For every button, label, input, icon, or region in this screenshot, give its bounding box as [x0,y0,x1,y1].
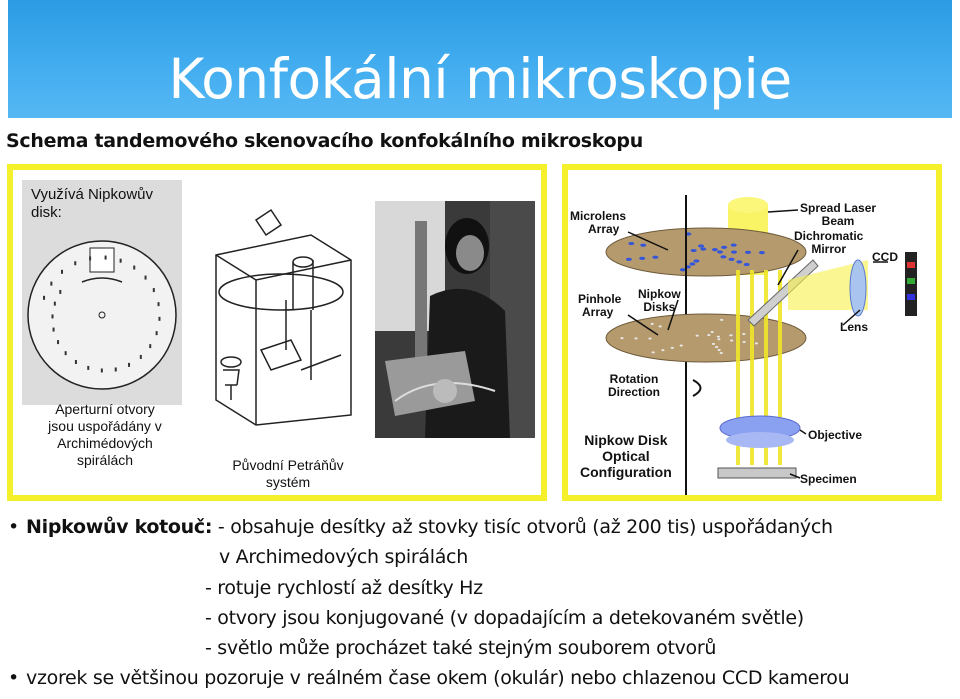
specimen-label: Specimen [800,472,857,486]
bullet-dot: • [8,516,20,538]
title-bar [8,0,952,118]
bullet-1-continuation: v Archimedových spirálách [219,546,468,568]
sub-item-1: - rotuje rychlostí až desítky Hz [205,577,483,599]
ccd-label: CCD [872,250,898,264]
nipkow-config-label: Nipkow Disk Optical Configuration [580,432,672,480]
microlens-label: Microlens Array [570,209,627,236]
slide-subtitle: Schema tandemového skenovacího konfokálního mikroskopu [6,130,643,152]
left-figure-panel [7,164,547,501]
disk-label: Využívá Nipkowův disk: [31,186,153,221]
nipkow-disks-label: Nipkow Disks [638,287,681,314]
petran-system-drawing [201,200,366,430]
bullet-dot: • [8,667,20,689]
objective-label: Objective [808,428,863,442]
sub-item-3: - světlo může procházet také stejným souborem otvorů [205,637,717,659]
right-figure-panel [562,164,942,501]
rotation-label: Rotation Direction [608,372,661,399]
slide-title: Konfokální mikroskopie [168,47,792,111]
lens-label: Lens [840,320,869,334]
dichromatic-label: Dichromatic Mirror [794,229,864,256]
pinhole-label: Pinhole Array [578,292,622,319]
petran-label: Původní Petráňův systém [232,457,344,490]
researcher-photo [375,201,535,438]
bullet-2: vzorek se většinou pozoruje v reálném čase okem (okulár) nebo chlazenou CCD kamerou [26,667,850,689]
aperture-label: Aperturní otvory jsou uspořádány v Archimédových spirálách [48,401,162,468]
spread-laser-label: Spread Laser Beam [800,201,877,228]
sub-item-2: - otvory jsou konjugované (v dopadajícím a detekovaném světle) [205,607,804,629]
bullet-1: Nipkowův kotouč: - obsahuje desítky až stovky tisíc otvorů (až 200 tis) uspořádaných [26,516,833,538]
nipkow-disk-drawing [22,230,182,400]
